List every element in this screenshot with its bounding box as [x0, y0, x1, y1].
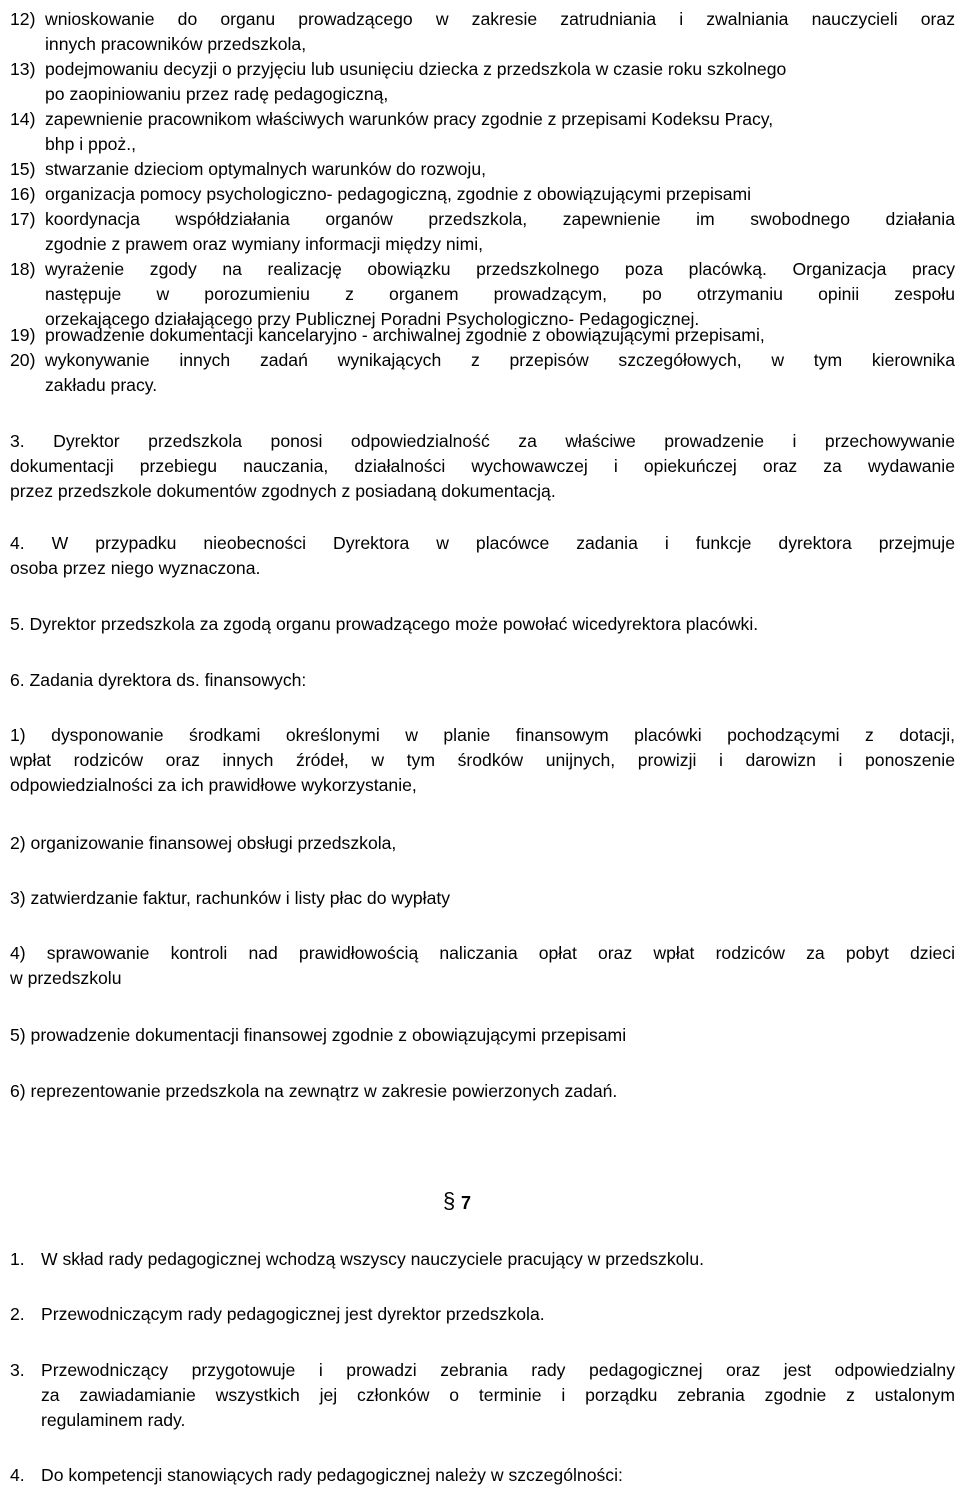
list-item-19 [10, 323, 955, 348]
paragraph-line: 3. Dyrektor przedszkola ponosi odpowiedzialność za właściwe prowadzenie i przechowywanie [10, 431, 955, 451]
paragraph-line: przez przedszkole dokumentów zgodnych z posiadaną dokumentacją. [10, 481, 556, 501]
item-line: zapewnienie pracownikom właściwych warunków pracy zgodnie z przepisami Kodeksu Pracy, [45, 109, 774, 129]
list-item-14 [10, 107, 955, 157]
paragraph-line: osoba przez niego wyznaczona. [10, 558, 261, 578]
item-line: stwarzanie dzieciom optymalnych warunków do rozwoju, [45, 159, 487, 179]
list-item-16 [10, 182, 955, 207]
item-line: Przewodniczącym rady pedagogicznej jest dyrektor przedszkola. [41, 1304, 545, 1324]
section-number: 7 [461, 1193, 472, 1213]
item-number: 14) [10, 109, 36, 129]
finance-item-5 [10, 1023, 955, 1048]
item-number: 12) [10, 9, 36, 29]
item-number: 2. [10, 1304, 25, 1324]
list-item-b3 [10, 1358, 955, 1433]
item-number: 17) [10, 209, 36, 229]
finance-line: odpowiedzialności za ich prawidłowe wykorzystanie, [10, 775, 417, 795]
finance-line: 5) prowadzenie dokumentacji finansowej zgodnie z obowiązującymi przepisami [10, 1025, 627, 1045]
list-item-b1 [10, 1247, 955, 1272]
item-line: Do kompetencji stanowiących rady pedagogicznej należy w szczególności: [41, 1465, 623, 1485]
list-item-15 [10, 157, 955, 182]
item-number: 13) [10, 59, 36, 79]
paragraph-6 [10, 668, 955, 693]
item-line: innych pracowników przedszkola, [45, 34, 307, 54]
finance-item-2 [10, 831, 955, 856]
item-line: po zaopiniowaniu przez radę pedagogiczną, [45, 84, 389, 104]
item-line: następuje w porozumieniu z organem prowadzącym, po otrzymaniu opinii zespołu [45, 284, 955, 304]
item-line: Przewodniczący przygotowuje i prowadzi zebrania rady pedagogicznej oraz jest odpowiedzialny [41, 1360, 955, 1380]
paragraph-line: 6. Zadania dyrektora ds. finansowych: [10, 670, 307, 690]
item-line: koordynacja współdziałania organów przedszkola, zapewnienie im swobodnego działania [45, 209, 955, 229]
section-symbol: § [443, 1188, 456, 1213]
finance-item-6 [10, 1079, 955, 1104]
item-line: podejmowaniu decyzji o przyjęciu lub usunięciu dziecka z przedszkola w czasie roku szkolnego [45, 59, 787, 79]
item-number: 15) [10, 159, 36, 179]
item-line: za zawiadamianie wszystkich jej członków o terminie i porządku zebrania zgodnie z ustalonym [41, 1385, 955, 1405]
finance-line: 6) reprezentowanie przedszkola na zewnątrz w zakresie powierzonych zadań. [10, 1081, 618, 1101]
item-number: 18) [10, 259, 36, 279]
item-line: wnioskowanie do organu prowadzącego w zakresie zatrudniania i zwalniania nauczycieli oraz [45, 9, 955, 29]
item-line: orzekającego działającego przy Publicznej Poradni Psychologiczno- Pedagogicznej. [45, 309, 700, 329]
paragraph-5 [10, 612, 955, 637]
list-item-b4 [10, 1463, 955, 1488]
list-item-12 [10, 7, 955, 57]
item-number: 3. [10, 1360, 25, 1380]
item-line: prowadzenie dokumentacji kancelaryjno - archiwalnej zgodnie z obowiązującymi przepisami, [45, 325, 765, 345]
finance-line: 4) sprawowanie kontroli nad prawidłowością naliczania opłat oraz wpłat rodziców za pobyt dzieci [10, 943, 955, 963]
item-line: regulaminem rady. [41, 1410, 186, 1430]
paragraph-3 [10, 429, 955, 504]
item-line: wykonywanie innych zadań wynikających z przepisów szczegółowych, w tym kierownika [45, 350, 955, 370]
paragraph-line: dokumentacji przebiegu nauczania, działalności wychowawczej i opiekuńczej oraz za wydawanie [10, 456, 955, 476]
section-heading [443, 1188, 483, 1228]
paragraph-line: 5. Dyrektor przedszkola za zgodą organu prowadzącego może powołać wicedyrektora placówki. [10, 614, 759, 634]
item-line: zgodnie z prawem oraz wymiany informacji między nimi, [45, 234, 484, 254]
item-number: 16) [10, 184, 36, 204]
finance-line: w przedszkolu [10, 968, 122, 988]
finance-item-3 [10, 886, 955, 911]
item-number: 1. [10, 1249, 25, 1269]
finance-line: 2) organizowanie finansowej obsługi przedszkola, [10, 833, 397, 853]
paragraph-line: 4. W przypadku nieobecności Dyrektora w placówce zadania i funkcje dyrektora przejmuje [10, 533, 955, 553]
item-line: bhp i ppoż., [45, 134, 136, 154]
finance-line: wpłat rodziców oraz innych źródeł, w tym środków unijnych, prowizji i darowizn i ponoszenie [10, 750, 955, 770]
finance-item-4 [10, 941, 955, 991]
item-number: 4. [10, 1465, 25, 1485]
item-line: W skład rady pedagogicznej wchodzą wszyscy nauczyciele pracujący w przedszkolu. [41, 1249, 704, 1269]
list-item-17 [10, 207, 955, 257]
item-number: 19) [10, 325, 36, 345]
list-item-20 [10, 348, 955, 398]
finance-line: 3) zatwierdzanie faktur, rachunków i listy płac do wypłaty [10, 888, 451, 908]
item-line: zakładu pracy. [45, 375, 158, 395]
finance-line: 1) dysponowanie środkami określonymi w planie finansowym placówki pochodzącymi z dotacji, [10, 725, 955, 745]
paragraph-4 [10, 531, 955, 581]
item-line: wyrażenie zgody na realizację obowiązku przedszkolnego poza placówką. Organizacja pracy [45, 259, 955, 279]
list-item-b2 [10, 1302, 955, 1327]
list-item-13 [10, 57, 955, 107]
item-number: 20) [10, 350, 36, 370]
finance-item-1 [10, 723, 955, 798]
list-item-18 [10, 257, 955, 332]
item-line: organizacja pomocy psychologiczno- pedagogiczną, zgodnie z obowiązującymi przepisami [45, 184, 752, 204]
